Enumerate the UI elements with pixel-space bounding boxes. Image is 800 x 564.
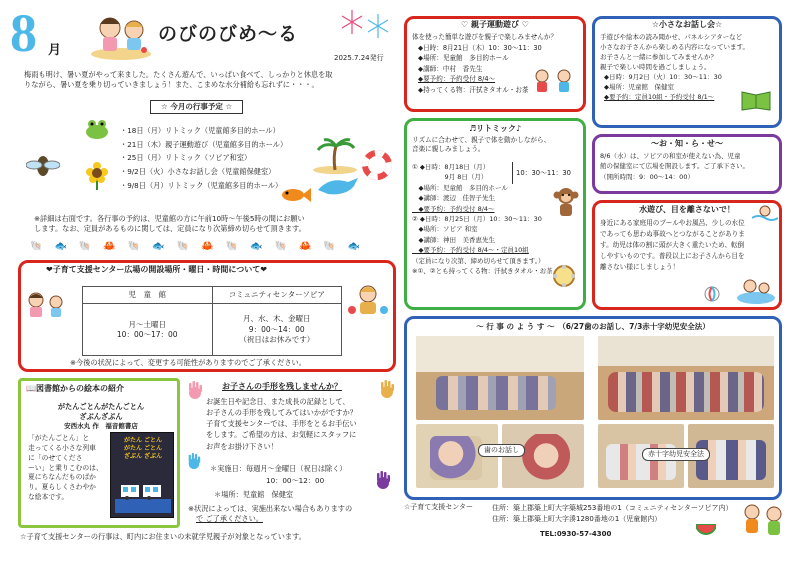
book-author: 安西水丸 作 福音館書店 [64,422,138,430]
sopia-hours: 月、水、木、金曜日 9：00〜14：00 （祝日はお休みです） [212,304,342,356]
rhythmic-intro: リズムに合わせて、親子で体を動かしながら、 音楽に親しみましょう。 [412,136,551,153]
frog-icon [84,118,110,140]
handprint-icon-small [186,452,202,470]
contact-address: 住所：築上郡築上町大字築城253番地の1（コミュニティセンターソピア内） 住所：築上郡築上町大字湊1280番地の1（児童館内） [492,504,733,523]
handprint-schedule: ＊実施日：毎週月〜金曜日（祝日は除く） [210,464,347,473]
handprint-icon-left [186,380,204,400]
cicada-icon [26,152,60,178]
handprint-place: ＊場所：児童館 保健室 [214,490,294,499]
swim-ring-icon [362,150,392,180]
intro-text: 梅雨も明け、暑い夏がやって来ました。たくさん遊んで、いっぱい食べて、しっかりと休息を取 りながら、暑い夏を乗り切っていきましょう！また、こまめな水分補給も忘れずに・・・。 [24,70,333,89]
star-icon: ☆ [404,503,411,511]
story-body: 手遊びや絵本の読み聞かせ、パネルシアターなど 小さなお子さんから楽しめる内容になっています。 お子さんと一緒に参加してみませんか？ 親子で楽しい時間を過ごしましょう。 ◆日時：9月2日（火）10：30〜11：30 ◆場所：児童館 保健室 ◆要予約：定員10組・予約受付 8/1〜 [600,33,749,102]
issue-date: 2025.7.24発行 [334,54,384,62]
rhythmic-body: ① ◆日時：8月18日（月） 9月 8日（月） ◆場所：児童館 多目的ホール ◆講師：渡辺 佳智子先生 ◆要予約：予約受付 8/4〜 ② ◆日時：8月25日（月）10：30〜11：30 ◆場所：ソピア 和室 ◆講師：神田 美香恵先生 ◆要予約：予約受付 8/4〜・定員10組 （定員になり次第、締め切らせて頂きます。） ※①、②とも持ってくる物：汗拭きタオル・お茶 [412,163,553,275]
watermelon-icon [696,524,716,536]
palm-island-icon [310,138,360,174]
handprint-icon-small-2 [374,470,392,490]
book-description: 「がたんごとん」と 走ってくる小さな列車 に「のせてくださ ーい」と乗りこむのは、 夏にちなんだものばか り。夏らしくさわやか な絵本です。 [28,434,103,502]
center-hours-title: ❤子育て支援センター広場の開設場所・曜日・時間について❤ [46,265,267,274]
photo-wall [598,336,774,366]
events-note: ※詳細は右面です。各行事の予約は、児童館の方に午前10時〜午後5時の間にお願い します。なお、定員があるものに関しては、定員になり次第締め切らせて頂きます。 [34,214,306,233]
event-item: ・21日（木）親子運動遊び（児童館多目的ホール） [120,139,288,149]
hours-table [82,286,342,356]
month-label: 月 [48,43,62,58]
fireworks-icon [338,8,394,48]
col-header-sopia: コミュニティセンターソピア [212,287,342,304]
event-item: ・9/2日（火）小さなお話し会（児童館保健室） [120,167,276,177]
tambourine-icon [552,264,576,288]
story-title: ☆小さなお話し会☆ [651,20,723,29]
dental-talk-photo-main [416,336,584,420]
dental-talk-label: 歯のお話し [478,444,525,457]
hours-table-wrap [82,286,342,356]
events-title: ☆ 今月の行事予定 ☆ [150,100,243,114]
photo-wall [416,336,584,372]
center-hours-note: ※今後の状況によって、変更する可能性がありますのでご了承ください。 [70,358,306,367]
photo-people [430,436,482,480]
monkey-icon [552,186,580,218]
kids-running-icon [530,68,578,96]
children-sand-illustration [90,10,152,60]
notice-body: 8/6（水）は、ソピアの和室が使えない為、児童 館の保健室にて広場を開設します。ご了承下さい。 （開所時間：9：00〜14：00） [600,152,749,181]
kids-parade-icon [740,500,788,540]
photo-people [436,376,556,410]
rhythmic-time-bracket: 10：30〜11：30 [512,162,571,184]
book-cover-title: がたん ごとん がたん ごとん ざぶん ざぶん [123,437,163,460]
col-header-jidokan: 児 童 館 [83,287,213,304]
handprint-body: お誕生日や記念日、また成長の記録として、 お子さんの手形を残してみてはいかがですか？ 子育て支援センターでは、手形をとるお手伝い をします。ご希望の方は、お気軽にスタッフに お声をお掛け下さい！ [206,397,357,451]
contact-tel: TEL:0930-57-4300 [540,530,612,538]
oyako-title: ♡ 親子運動遊び ♡ [461,20,529,29]
book-title: がたんごとんがたんごとん ざぶんざぶん [57,402,145,421]
handprint-time: 10：00〜12：00 [266,476,325,485]
dolphin-icon [316,176,360,198]
event-item: ・18日（月）リトミック（児童館多目的ホール） [120,126,280,135]
issue-number: 8 [10,3,37,63]
train-illustration [115,473,171,513]
events-list [120,124,310,192]
water-safety-body: 身近にある家庭用のプールやお風呂、少しの水位 であっても思わぬ事故へとつながることがありま す。幼児は体の割に頭が大きく重たいため、転倒 しやすいものです。普段以上にお子さんから目を 離さない様にしましょう！ [600,219,745,271]
footer-note: ☆子育て支援センターの行事は、町内にお住まいの未就学児親子が対象となっています。 [20,532,306,541]
event-item: ・25日（月）リトミック（ソピア和室） [120,153,252,163]
shell-border: 🐚🐟🐚🦀🐚🐟🐚🦀🐚🐟🐚🦀🐚🐟 [30,241,373,252]
first-aid-photo-main [598,336,774,420]
first-aid-label: 赤十字幼児安全法 [642,448,710,461]
notice-title: 〜お・知・ら・せ〜 [651,139,723,148]
handprint-note: ※状況によっては、実施出来ない場合もありますの で ご了承ください。 [188,504,353,523]
kids-playing-right-icon [346,284,390,318]
header [8,3,396,68]
book-cover [110,432,174,518]
water-safety-title: 水遊び、目を離さないで！ [639,205,735,214]
book-reading-icon [740,86,772,112]
oyako-body: 体を使った簡単な遊びを親子で楽しみませんか？ ◆日時：8月21日（木）10：30〜11：30 ◆場所：児童館 多目的ホール ◆講師：中村 香先生 ◆要予約：予約受付 8/4〜 ◆持ってくる物：汗拭きタオル・お茶 [412,33,558,94]
pool-kids-icon [736,272,776,304]
jidokan-hours: 月〜土曜日 10：00〜17：00 [83,304,213,356]
photo-people [512,434,574,482]
rhythmic-title: ♬リトミック♪ [468,124,522,133]
contact-org: ☆子育て支援センター [404,503,474,511]
newsletter-title: のびのびめ〜る [158,23,299,45]
photo-people [608,372,764,412]
kids-playing-left-icon [24,290,70,320]
sunflower-icon [86,162,108,190]
activities-title: 〜 行 事 の よ う す 〜 （6/27歯のお話し、7/3赤十字幼児安全法） [476,322,710,331]
beach-ball-icon [704,286,720,302]
library-title: 📖図書館からの絵本の紹介 [26,384,124,393]
event-item: ・9/8日（月）リトミック（児童館多目的ホール） [120,180,283,190]
handprint-title: お子さんの手形を残しませんか？ [222,382,342,391]
